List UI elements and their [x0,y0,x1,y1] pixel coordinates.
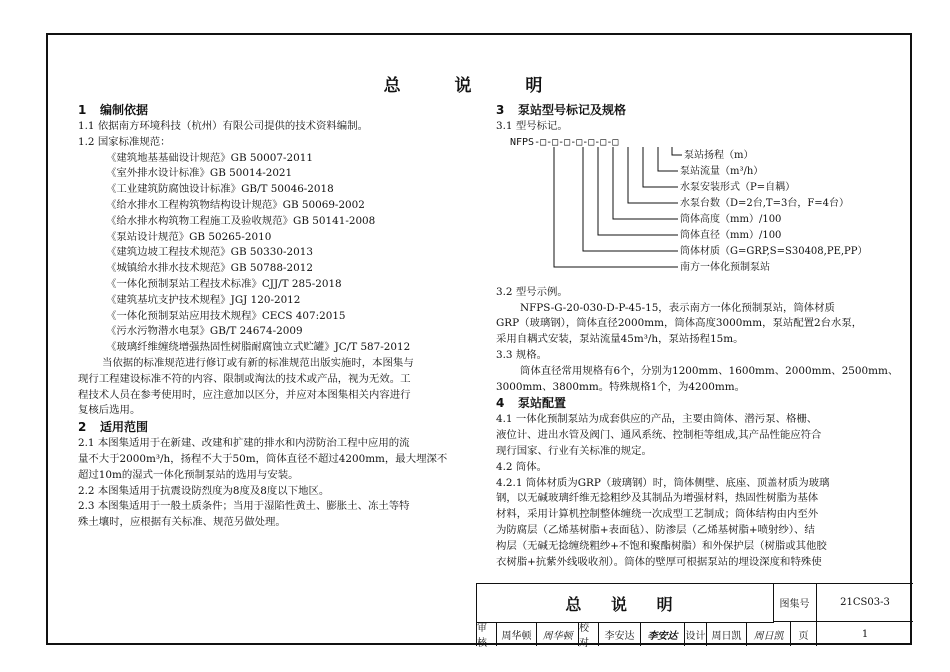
s2-line: 殊土壤时，应根据有关标准、规范另做处理。 [78,516,286,529]
leader-line [613,147,678,219]
s2-line: 2.1 本图集适用于在新建、改建和扩建的排水和内涝防治工程中应用的流 [78,437,410,450]
s3-example: 采用自耦式安装，泵站流量45m³/h，泵站扬程15m。 [496,333,744,346]
design-name: 周日凯 [707,622,747,646]
model-item: 筒体高度（mm）/100 [680,213,782,225]
s4-line: 现行国家、行业有关标准的规定。 [496,444,652,457]
standard-item: 《室外排水设计标准》GB 50014-2021 [106,167,293,180]
section-4-heading: 4 泵站配置 [496,396,567,411]
standard-item: 《玻璃纤维缠绕增强热固性树脂耐腐蚀立式贮罐》JC/T 587-2012 [106,341,411,354]
review-name: 周华顿 [497,622,537,646]
s4-line: 构层（无碱无捻缠绕粗纱+不饱和聚酯树脂）和外保护层（树脂或其他胶 [496,539,827,552]
s3-example: NFPS-G-20-030-D-P-45-15，表示南方一体化预制泵站，筒体材质 [520,301,835,314]
check-label: 校对 [579,622,599,646]
title-block [476,583,913,649]
leader-line [672,147,682,155]
page-title: 总 说 明 [383,76,567,96]
left-column [78,102,478,531]
standard-item: 《工业建筑防腐蚀设计标准》GB/T 50046-2018 [106,183,334,196]
s4-line: 4.2 筒体。 [496,460,547,473]
model-item: 筒体直径（mm）/100 [680,229,782,241]
model-code: NFPS-□-□-□-□-□-□-□ [510,136,619,148]
design-label: 设计 [685,622,707,646]
title-block-name: 总 说 明 [477,584,774,623]
s4-line: 衣树脂+抗紫外线吸收剂）。筒体的壁厚可根据泵站的埋设深度和特殊使 [496,555,822,568]
s4-line: 4.1 一体化预制泵站为成套供应的产品，主要由筒体、潜污泵、格栅、 [496,413,818,426]
section-2-heading: 2 适用范围 [78,420,149,435]
s4-line: 为防腐层（乙烯基树脂+表面毡）、防渗层（乙烯基树脂+喷射纱）、结 [496,523,815,536]
s3-example: GRP（玻璃钢），筒体直径2000mm，筒体高度3000mm，泵站配置2台水泵， [496,317,863,330]
design-signature: 周日凯 [747,622,791,646]
atlas-number: 21CS03-3 [817,584,913,622]
s2-line: 超过10m的湿式一体化预制泵站的选用与安装。 [78,468,299,481]
model-item: 泵站扬程（m） [684,149,754,161]
standard-item: 《一体化预制泵站工程技术标准》CJJ/T 285-2018 [106,277,342,290]
s3-sub3: 3.3 规格。 [496,348,547,361]
leader-line [554,147,678,267]
standard-item: 《污水污物潜水电泵》GB/T 24674-2009 [106,325,303,338]
model-item: 筒体材质（G=GRP,S=S30408,PE,PP） [680,245,868,257]
review-signature: 周华顿 [537,622,579,646]
s3-sub2: 3.2 型号示例。 [496,285,568,298]
s4-line: 4.2.1 筒体材质为GRP（玻璃钢）时，筒体侧壁、底座、顶盖材质为玻璃 [496,476,830,489]
standard-item: 《给水排水构筑物工程施工及验收规范》GB 50141-2008 [106,214,376,227]
section-1-heading: 1 编制依据 [78,103,149,117]
s3-spec: 3000mm、3800mm。特殊规格1个，为4200mm。 [496,380,745,393]
atlas-label: 图集号 [773,584,817,622]
review-label: 审核 [477,622,497,646]
section-3-heading: 3 泵站型号标记及规格 [496,103,627,117]
s1-note: 程技术人员在参考使用时，应注意加以区分，并应对本图集相关内容进行 [78,388,411,401]
s4-line: 液位计、进出水管及阀门、通风系统、控制柜等组成,其产品性能应符合 [496,429,822,442]
model-item: 泵站流量（m³/h） [680,165,764,177]
model-item: 南方一体化预制泵站 [680,261,770,273]
leader-line [628,147,678,203]
s2-line: 2.2 本图集适用于抗震设防烈度为8度及8度以下地区。 [78,484,330,497]
standard-item: 《城镇给水排水技术规范》GB 50788-2012 [106,262,313,275]
leader-line [658,147,678,171]
standard-item: 《建筑基坑支护技术规程》JGJ 120-2012 [106,293,301,306]
standard-item: 《一体化预制泵站应用技术规程》CECS 407:2015 [106,309,346,322]
s2-line: 2.3 本图集适用于一般土质条件；当用于湿陷性黄土、膨胀土、冻土等特 [78,500,410,513]
s4-line: 材料，采用计算机控制整体缠绕一次成型工艺制成；筒体结构由内至外 [496,508,819,521]
s3-spec: 筒体直径常用规格有6个，分别为1200mm、1600mm、2000mm、2500mm、 [520,364,899,377]
check-name: 李安达 [599,622,641,646]
standard-item: 《泵站设计规范》GB 50265-2010 [106,230,272,243]
page-number: 1 [861,628,869,640]
leader-line [643,147,678,187]
standard-item: 《给水排水工程构筑物结构设计规范》GB 50069-2002 [106,198,365,211]
standard-item: 《建筑地基基础设计规范》GB 50007-2011 [106,151,313,164]
check-signature: 李安达 [641,622,685,646]
s3-sub1: 3.1 型号标记。 [496,120,568,132]
page-label: 页 [791,622,817,646]
s1-line: 1.1 依据南方环境科技（杭州）有限公司提供的技术资料编制。 [78,120,368,132]
s1-note: 复核后选用。 [78,404,141,417]
s2-line: 量不大于2000m³/h，扬程不大于50m，筒体直径不超过4200mm，最大埋深不 [78,452,448,465]
model-item: 水泵台数（D=2台,T=3台，F=4台） [680,197,850,209]
model-code-diagram [496,135,886,285]
model-item: 水泵安装形式（P=自耦） [680,181,796,193]
right-column [496,102,899,570]
s1-note: 现行工程建设标准不符的内容、限制或淘汰的技术或产品，视为无效。工 [78,372,411,385]
s1-line: 1.2 国家标准规范： [78,135,171,148]
leader-line [598,147,678,235]
s1-note: 当依据的标准规范进行修订或有新的标准规范出版实施时，本图集与 [102,356,414,369]
s4-line: 钢，以无碱玻璃纤维无捻粗纱及其制品为增强材料，热固性树脂为基体 [496,492,819,505]
standard-item: 《建筑边坡工程技术规范》GB 50330-2013 [106,246,313,259]
